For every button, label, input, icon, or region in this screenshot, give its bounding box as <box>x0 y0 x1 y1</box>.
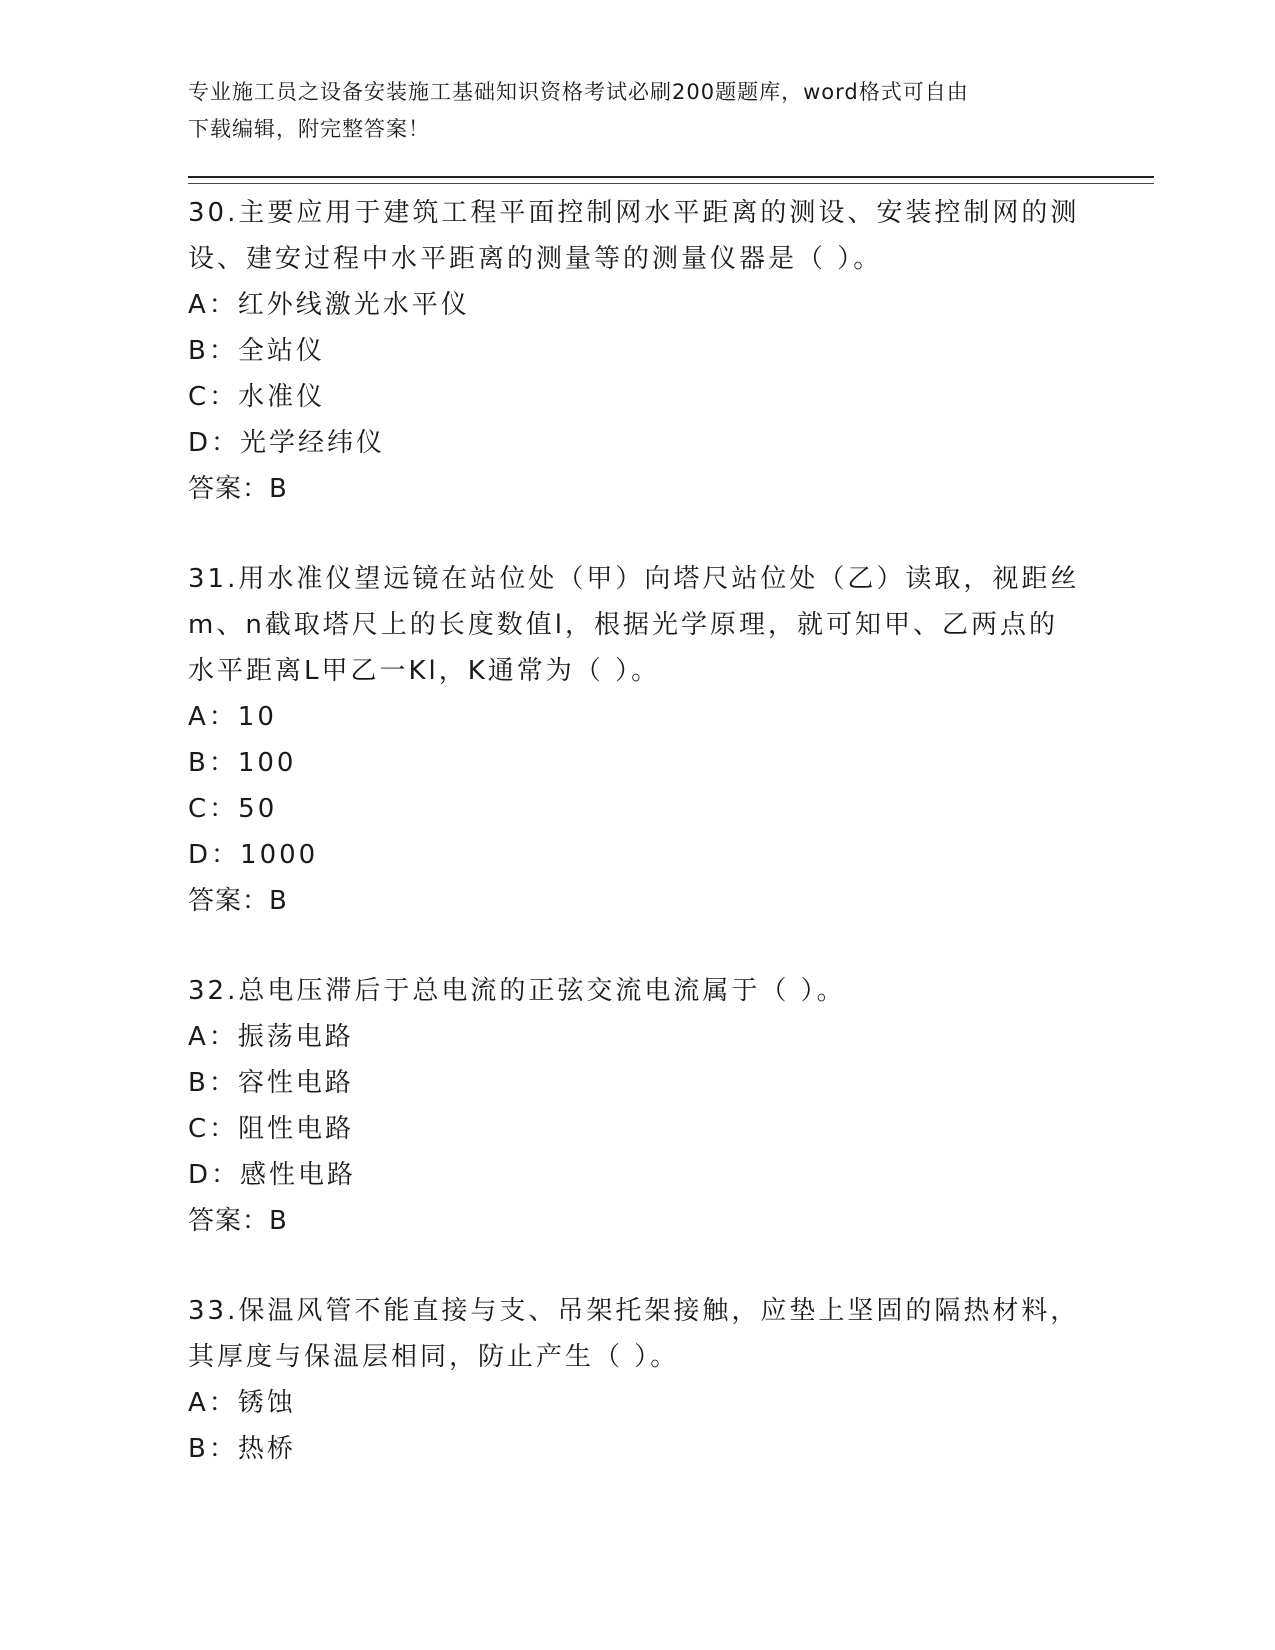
option-b: B：热桥 <box>188 1434 296 1464</box>
document-header <box>188 74 1088 148</box>
question-stem <box>188 1288 1088 1380</box>
option-b: B：容性电路 <box>188 1068 354 1098</box>
question-stem-line: 33.保温风管不能直接与支、吊架托架接触，应垫上坚固的隔热材料， <box>188 1296 1080 1326</box>
question-33 <box>188 1288 1088 1472</box>
option-a: A：振荡电路 <box>188 1022 354 1052</box>
option-d: D：光学经纬仪 <box>188 428 386 458</box>
question-stem-line: 其厚度与保温层相同，防止产生（ ）。 <box>188 1342 680 1372</box>
option-d: D：1000 <box>188 840 319 870</box>
header-line-1: 专业施工员之设备安装施工基础知识资格考试必刷200题题库，word格式可自由 <box>188 80 969 104</box>
question-stem <box>188 968 1088 1014</box>
option-c: C：50 <box>188 794 278 824</box>
answer-line: 答案：B <box>188 886 288 916</box>
question-stem <box>188 556 1088 694</box>
option-b: B：全站仪 <box>188 336 325 366</box>
question-stem-line: 32.总电压滞后于总电流的正弦交流电流属于（ ）。 <box>188 976 846 1006</box>
question-list <box>188 190 1088 1516</box>
header-divider-thick <box>188 176 1154 178</box>
option-d: D：感性电路 <box>188 1160 357 1190</box>
question-stem-line: 设、建安过程中水平距离的测量等的测量仪器是（ ）。 <box>188 244 883 274</box>
question-32 <box>188 968 1088 1244</box>
option-b: B：100 <box>188 748 297 778</box>
question-stem-line: 31.用水准仪望远镜在站位处（甲）向塔尺站位处（乙）读取，视距丝 <box>188 564 1080 594</box>
header-line-2: 下载编辑，附完整答案！ <box>188 117 430 141</box>
question-stem <box>188 190 1088 282</box>
answer-line: 答案：B <box>188 1206 288 1236</box>
question-stem-line: m、n截取塔尺上的长度数值l，根据光学原理，就可知甲、乙两点的 <box>188 610 1059 640</box>
question-stem-line: 30.主要应用于建筑工程平面控制网水平距离的测设、安装控制网的测 <box>188 198 1080 228</box>
option-c: C：阻性电路 <box>188 1114 355 1144</box>
option-c: C：水准仪 <box>188 382 326 412</box>
option-a: A：锈蚀 <box>188 1388 296 1418</box>
question-30 <box>188 190 1088 512</box>
answer-line: 答案：B <box>188 474 288 504</box>
question-stem-line: 水平距离L甲乙一Kl，K通常为（ ）。 <box>188 656 661 686</box>
question-31 <box>188 556 1088 924</box>
header-divider-thin <box>188 183 1154 184</box>
option-a: A：红外线激光水平仪 <box>188 290 470 320</box>
option-a: A：10 <box>188 702 277 732</box>
